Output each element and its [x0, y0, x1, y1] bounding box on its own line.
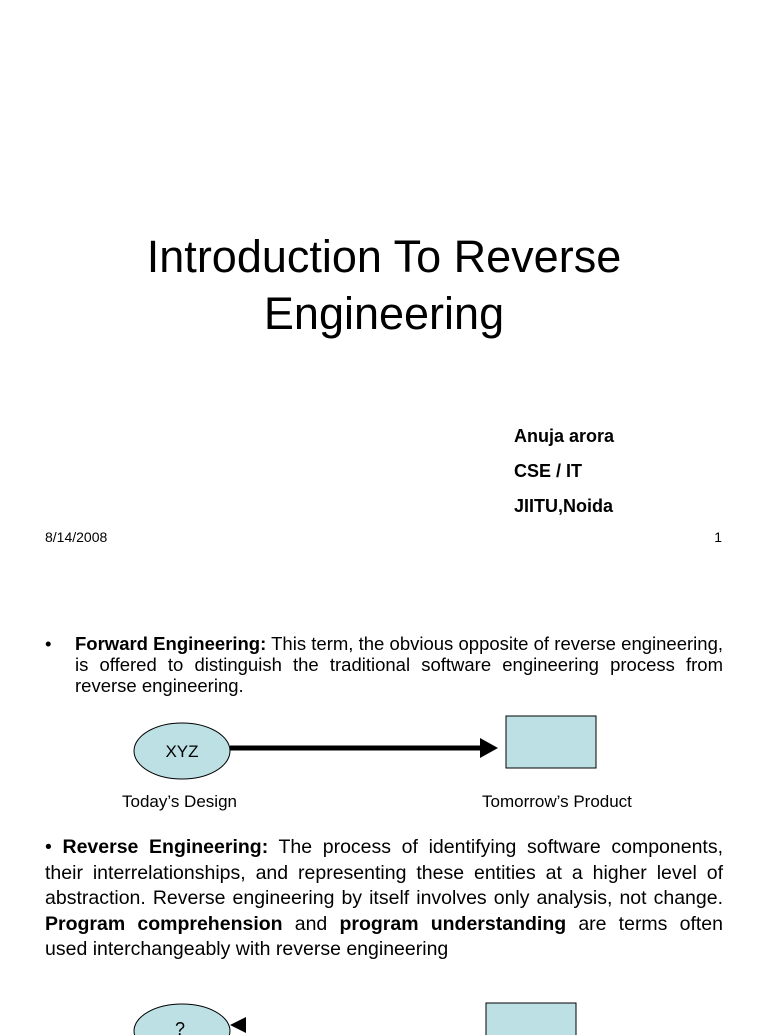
product-box-2	[486, 1003, 576, 1035]
unknown-ellipse-label: ?	[174, 1019, 186, 1035]
arrow-head	[480, 738, 498, 758]
ellipse-label: XYZ	[165, 742, 199, 761]
reverse-engineering-definition: The process of identifying software components, their interrelationships, and representing these entities at a higher level of abstraction. Reverse engineering by itself involves only analysis, not change.	[45, 836, 724, 910]
title-line-2: Engineering	[263, 288, 505, 339]
bullet-dot: •	[45, 633, 52, 654]
reverse-engineering-term: Reverse Engineering:	[62, 836, 269, 858]
reverse-engineering-diagram	[0, 995, 768, 1035]
forward-engineering-term: Forward Engineering:	[75, 633, 267, 654]
connector-and: and	[282, 912, 340, 935]
product-box	[506, 716, 596, 768]
bullet-reverse-engineering	[45, 835, 723, 963]
title-line-1: Introduction To Reverse	[146, 231, 622, 282]
forward-engineering-diagram	[0, 700, 768, 830]
bullet-dot: •	[45, 836, 52, 858]
reverse-arrow-head	[230, 1017, 246, 1033]
slide-date: 8/14/2008	[45, 529, 108, 545]
author-institution: JIITU,Noida	[514, 496, 614, 516]
tomorrows-product-caption: Tomorrow’s Product	[482, 792, 632, 811]
diagram-graphic	[0, 700, 768, 790]
author-name: Anuja arora	[514, 426, 615, 446]
page-number: 1	[714, 529, 722, 545]
diagram2-graphic	[0, 995, 768, 1035]
forward-engineering-definition: This term, the obvious opposite of reverse engineering, is offered to distinguish the traditional software engineering process from reverse engineering.	[75, 633, 723, 696]
program-comprehension-term: Program comprehension	[45, 912, 283, 935]
author-department: CSE / IT	[514, 461, 583, 481]
program-understanding-term: program understanding	[339, 912, 567, 935]
reverse-engineering-closing: are terms often used interchangeably with reverse engineering	[45, 912, 723, 961]
slide-title	[0, 228, 768, 342]
todays-design-caption: Today’s Design	[122, 792, 237, 811]
forward-engineering-text	[75, 633, 723, 696]
